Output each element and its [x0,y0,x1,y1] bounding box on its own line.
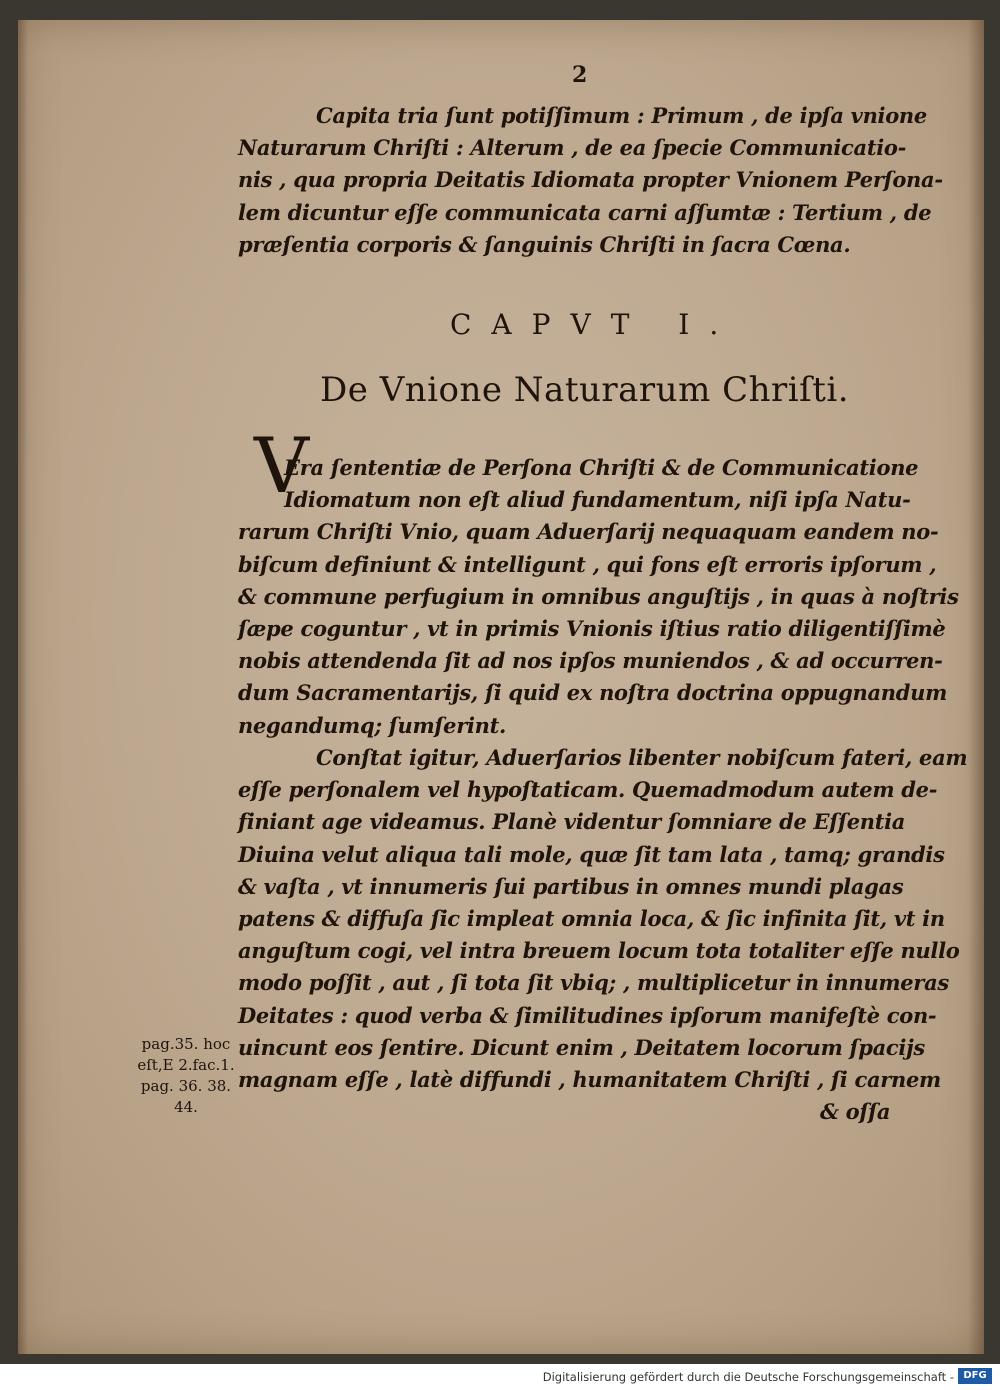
intro-line: præſentia corporis & ſanguinis Chriſti in ſacra Cœna. [238,231,851,257]
body-line: & vaſta , vt innumeris ſui partibus in omnes mundi plagas [238,873,904,899]
page-number: 2 [572,62,588,88]
body-line: & commune perfugium in omnibus anguſtijs , in quas à noſtris [238,583,959,609]
body-line: Conſtat igitur, Aduerſarios libenter nobiſcum fateri, eam [316,745,968,770]
margin-note-line: pag.35. hoc [141,1035,231,1053]
margin-note-line: eſt,E 2.fac.1. [137,1056,235,1074]
funding-credit: Digitalisierung gefördert durch die Deutsche Forschungsgemeinschaft - [542,1370,954,1384]
body-line: dum Sacramentarijs, ſi quid ex noſtra doctrina oppugnandum [238,680,948,706]
intro-line: Naturarum Chriſti : Alterum , de ea ſpecie Communicatio- [238,135,907,161]
chapter-title: De Vnione Naturarum Chriſti. [320,370,850,410]
body-line: ſæpe coguntur , vt in primis Vnionis iſtius ratio diligentiſſimè [238,616,946,642]
body-line: modo poſſit , aut , ſi tota ſit vbiq; , multiplicetur in innumeras [238,970,949,996]
intro-line: Capita tria ſunt potiſſimum : Primum , de ipſa vnione [316,103,927,128]
drop-capital: V [254,421,309,510]
body-line: nobis attendenda ſit ad nos ipſos muniendos , & ad occurren- [238,648,943,674]
body-line: Deitates : quod verba & ſimilitudines ipſorum manifeſtè con- [238,1002,937,1028]
body-paragraph-2 [238,742,967,1128]
margin-note-line: pag. 36. 38. [140,1077,232,1095]
body-line: rarum Chriſti Vnio, quam Aduerſarij nequaquam eandem no- [238,519,939,545]
margin-note-line: 44. [174,1098,198,1116]
footer-bar [0,1364,1000,1390]
catchword: & oſſa [820,1099,891,1125]
dfg-logo: DFG [958,1368,992,1384]
intro-line: nis , qua propria Deitatis Idiomata propter Vnionem Perſona- [238,167,943,193]
body-line: finiant age videamus. Planè videntur ſomniare de Eſſentia [238,809,906,835]
margin-note [122,1034,250,1118]
body-line: negandumq; ſumſerint. [238,712,507,738]
chapter-number: CAPVT I. [450,308,739,341]
body-line: Diuina velut aliqua tali mole, quæ ſit tam lata , tamq; grandis [238,841,945,867]
intro-paragraph [238,100,943,261]
body-line: uincunt eos ſentire. Dicunt enim , Deitatem locorum ſpacijs [238,1034,925,1060]
body-paragraph-1 [238,452,959,742]
page-edge-left [18,20,28,1354]
body-line: eſſe perſonalem vel hypoſtaticam. Quemadmodum autem de- [238,777,938,803]
intro-line: lem dicuntur eſſe communicata carni aſſumtæ : Tertium , de [238,199,932,225]
body-line: magnam eſſe , latè diffundi , humanitatem Chriſti , ſi carnem [238,1067,941,1093]
body-line: Idiomatum non eſt aliud fundamentum, niſi ipſa Natu- [284,487,911,513]
body-line: Era ſententiæ de Perſona Chriſti & de Communicatione [284,455,919,480]
body-line: anguſtum cogi, vel intra breuem locum tota totaliter eſſe nullo [238,938,960,964]
page-edge-right [968,20,984,1354]
body-line: biſcum definiunt & intelligunt , qui fons eſt erroris ipſorum , [238,551,937,577]
body-line: patens & diffuſa ſic impleat omnia loca, & ſic infinita ſit, vt in [238,906,945,932]
